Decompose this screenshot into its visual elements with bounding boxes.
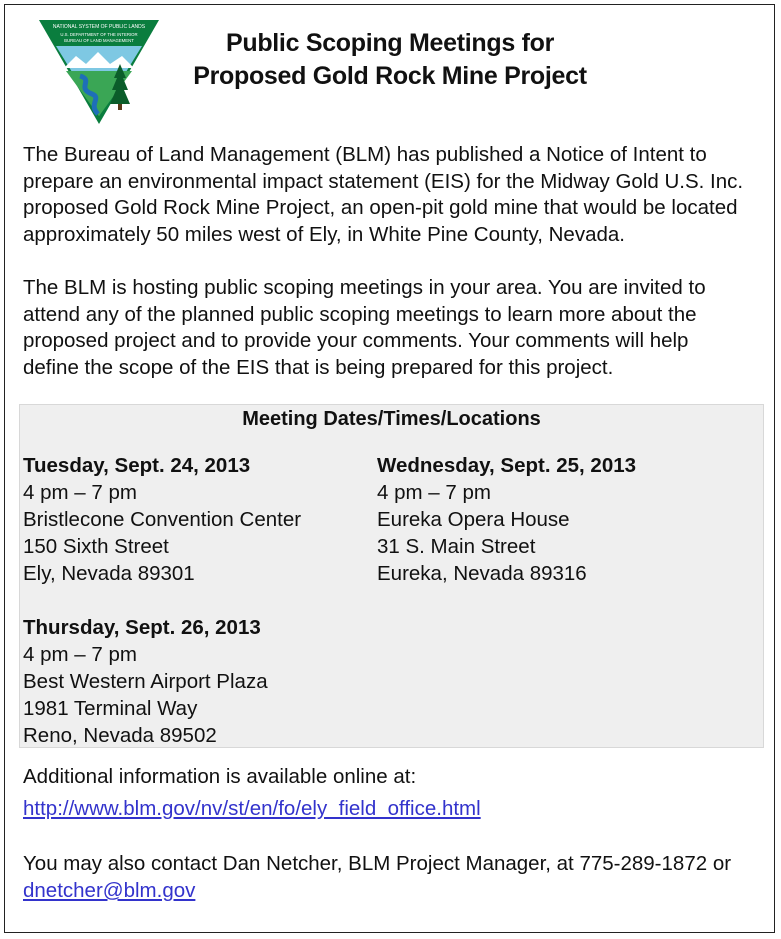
logo-ring-text-bottom: U.S. DEPARTMENT OF THE INTERIOR [60,32,138,37]
logo-ring-text-top: NATIONAL SYSTEM OF PUBLIC LANDS [52,24,146,30]
additional-info-label: Additional information is available online at: [23,765,417,788]
meeting-time: 4 pm – 7 pm [23,481,137,504]
ely-field-office-link[interactable]: http://www.blm.gov/nv/st/en/fo/ely_field_office.html [23,797,481,820]
meeting-block-eureka [377,452,636,587]
meeting-venue: Bristlecone Convention Center [23,508,302,531]
meeting-time: 4 pm – 7 pm [377,481,491,504]
meeting-city: Ely, Nevada 89301 [23,562,195,585]
contact-text: You may also contact Dan Netcher, BLM Project Manager, at 775-289-1872 or [23,852,732,875]
meeting-street: 150 Sixth Street [23,535,169,558]
page-title-line2: Proposed Gold Rock Mine Project [193,62,587,90]
invite-line: attend any of the planned public scoping meetings to learn more about the [23,302,697,326]
invite-line: define the scope of the EIS that is being prepared for this project. [23,355,614,379]
invite-paragraph [23,275,763,381]
intro-line: prepare an environmental impact statement (EIS) for the Midway Gold U.S. Inc. [23,169,744,193]
meeting-city: Eureka, Nevada 89316 [377,562,587,585]
invite-line: proposed project and to provide your comments. Your comments will help [23,329,689,352]
intro-line: approximately 50 miles west of Ely, in White Pine County, Nevada. [23,222,625,246]
page-title-line1: Public Scoping Meetings for [225,29,555,57]
meetings-heading: Meeting Dates/Times/Locations [242,408,541,430]
blm-logo [36,16,162,128]
invite-line: The BLM is hosting public scoping meetings in your area. You are invited to [23,276,706,299]
meeting-time: 4 pm – 7 pm [23,643,137,666]
intro-line: The Bureau of Land Management (BLM) has published a Notice of Intent to [23,143,707,166]
meeting-street: 31 S. Main Street [377,535,536,558]
email-link[interactable]: dnetcher@blm.gov [23,879,196,902]
meeting-block-reno [23,614,268,749]
meeting-venue: Best Western Airport Plaza [23,670,268,693]
logo-ring-text-bottom2: BUREAU OF LAND MANAGEMENT [64,38,134,43]
meeting-city: Reno, Nevada 89502 [23,724,217,747]
meeting-date: Wednesday, Sept. 25, 2013 [377,454,637,477]
meeting-date: Thursday, Sept. 26, 2013 [23,616,261,639]
meeting-street: 1981 Terminal Way [23,697,198,720]
meeting-date: Tuesday, Sept. 24, 2013 [23,454,251,477]
meeting-block-ely [23,452,301,587]
meeting-venue: Eureka Opera House [377,508,570,531]
intro-paragraph [23,142,763,248]
intro-line: proposed Gold Rock Mine Project, an open-pit gold mine that would be located [23,196,738,219]
